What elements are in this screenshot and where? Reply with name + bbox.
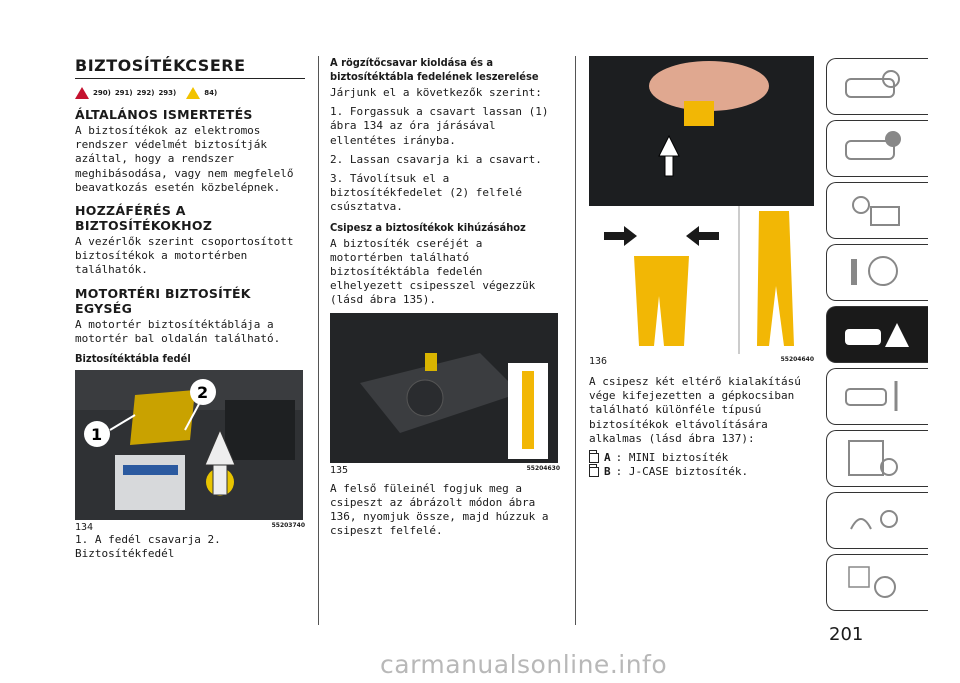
- text-engine: A motortér biztosítéktáblája a motortér bal oldalán található.: [75, 317, 281, 345]
- warning-ref: 290): [93, 89, 111, 97]
- warning-triangle-icon: [75, 87, 89, 99]
- figure-135-caption-row: [330, 465, 560, 476]
- figure-number: 136: [589, 356, 608, 367]
- sidebar-item-car-info[interactable]: [826, 58, 928, 115]
- engine-bay-photo: [75, 370, 303, 520]
- figure-134-caption: 1. A fedél csavarja 2. Biztosítékfedél: [75, 533, 221, 561]
- figure-code: 55204630: [526, 464, 560, 472]
- figure-134-caption-row: [75, 522, 305, 533]
- callout-2: 2: [197, 383, 209, 403]
- figure-136-image: [589, 56, 814, 354]
- warning-refs: [75, 87, 305, 99]
- step-2: 2. Lassan csavarja ki a csavart.: [330, 152, 542, 166]
- sidebar-item-warning-lights[interactable]: [826, 182, 928, 239]
- breakdown-icon: [841, 313, 911, 355]
- heading-engine: MOTORTÉRI BIZTOSÍTÉK EGYSÉG: [75, 285, 251, 316]
- chapter-sidebar: [826, 58, 928, 616]
- watermark: carmanualsonline.info: [380, 650, 668, 679]
- bullet-icon: [589, 453, 599, 463]
- step-1: 1. Forgassuk a csavart lassan (1) ábra 134 az óra járásával ellentétes irányba.: [330, 105, 549, 147]
- figure-135-image: [330, 313, 558, 463]
- bullet-key: B: [604, 465, 611, 479]
- text-general: A biztosítékok az elektromos rendszer védelmét biztosítják azáltal, hogy a rendszer meghibásodása, vagy nem megfelelő beavatkozás esetén közbelépnek.: [75, 124, 294, 194]
- text-after: A felső füleinél fogjuk meg a csipeszt az ábrázolt módon ábra 136, nyomjuk össze, majd húzzuk a csipeszt felfelé.: [330, 481, 549, 538]
- car-i-icon: [841, 127, 911, 169]
- multimedia-icon: [841, 499, 911, 541]
- index-icon: [841, 561, 911, 603]
- bullet-key: A: [604, 451, 611, 465]
- text-pull: A biztosíték cseréjét a motortérben található biztosítéktábla fedelén elhelyezett csipesszel végezzük (lásd ábra 135).: [330, 236, 536, 307]
- fuse-puller-photo: [589, 56, 814, 354]
- warning-ref: 292): [136, 89, 155, 97]
- fuse-box-photo: [330, 313, 558, 463]
- warning-ref: 293): [158, 89, 177, 97]
- column-3: [589, 56, 814, 479]
- figure-134-image: [75, 370, 303, 520]
- bullet-text: : MINI biztosíték: [615, 451, 729, 465]
- sidebar-item-service[interactable]: [826, 368, 928, 425]
- column-divider: [318, 56, 319, 625]
- warning-lights-icon: [841, 189, 911, 231]
- heading-cover: Biztosítéktábla fedél: [75, 352, 191, 366]
- text-types: A csipesz két eltérő kialakítású vége kifejezetten a gépkocsiban található különféle típusú biztosítékok eltávolítására alkalmas (lásd ábra 137):: [589, 375, 801, 445]
- bullet-icon: [589, 467, 599, 477]
- sidebar-item-index[interactable]: [826, 554, 928, 611]
- bullet-item-a: [589, 451, 814, 465]
- tech-data-icon: [841, 437, 911, 479]
- sidebar-item-tech-data[interactable]: [826, 430, 928, 487]
- column-divider: [575, 56, 576, 625]
- steering-icon: [841, 251, 911, 293]
- heading-general: ÁLTALÁNOS ISMERTETÉS: [75, 107, 253, 122]
- caution-ref: 84): [204, 89, 218, 97]
- sidebar-item-breakdown[interactable]: [826, 306, 928, 363]
- text-access: A vezérlők szerint csoportosított biztosítékok a motortérben találhatók.: [75, 235, 294, 277]
- caution-triangle-icon: [186, 87, 200, 99]
- figure-number: 135: [330, 464, 349, 476]
- column-1: [75, 56, 305, 566]
- figure-136-caption-row: [589, 356, 814, 367]
- text-intro: Járjunk el a következők szerint:: [330, 86, 542, 99]
- figure-code: 55204640: [780, 356, 814, 363]
- service-icon: [841, 375, 911, 417]
- figure-number: 134: [75, 522, 94, 534]
- figure-code: 55203740: [271, 522, 305, 530]
- column-2: [330, 56, 560, 543]
- car-info-icon: [841, 65, 911, 107]
- page-number: 201: [829, 624, 864, 645]
- heading-access: HOZZÁFÉRÉS A BIZTOSÍTÉKOKHOZ: [75, 203, 213, 234]
- bullet-text: : J-CASE biztosíték.: [615, 465, 749, 479]
- bullet-item-b: [589, 465, 814, 479]
- sidebar-item-multimedia[interactable]: [826, 492, 928, 549]
- sidebar-item-steering[interactable]: [826, 244, 928, 301]
- warning-ref: 291): [114, 89, 133, 97]
- step-3: 3. Távolítsuk el a biztosítékfedelet (2) felfelé csúsztatva.: [330, 172, 523, 214]
- heading-release: A rögzítőcsavar kioldása és a biztosítéktábla fedelének leszerelése: [330, 56, 539, 83]
- callout-1: 1: [91, 425, 103, 445]
- page-title: BIZTOSÍTÉKCSERE: [75, 56, 305, 79]
- sidebar-item-car-i[interactable]: [826, 120, 928, 177]
- heading-pull: Csipesz a biztosítékok kihúzásához: [330, 220, 526, 234]
